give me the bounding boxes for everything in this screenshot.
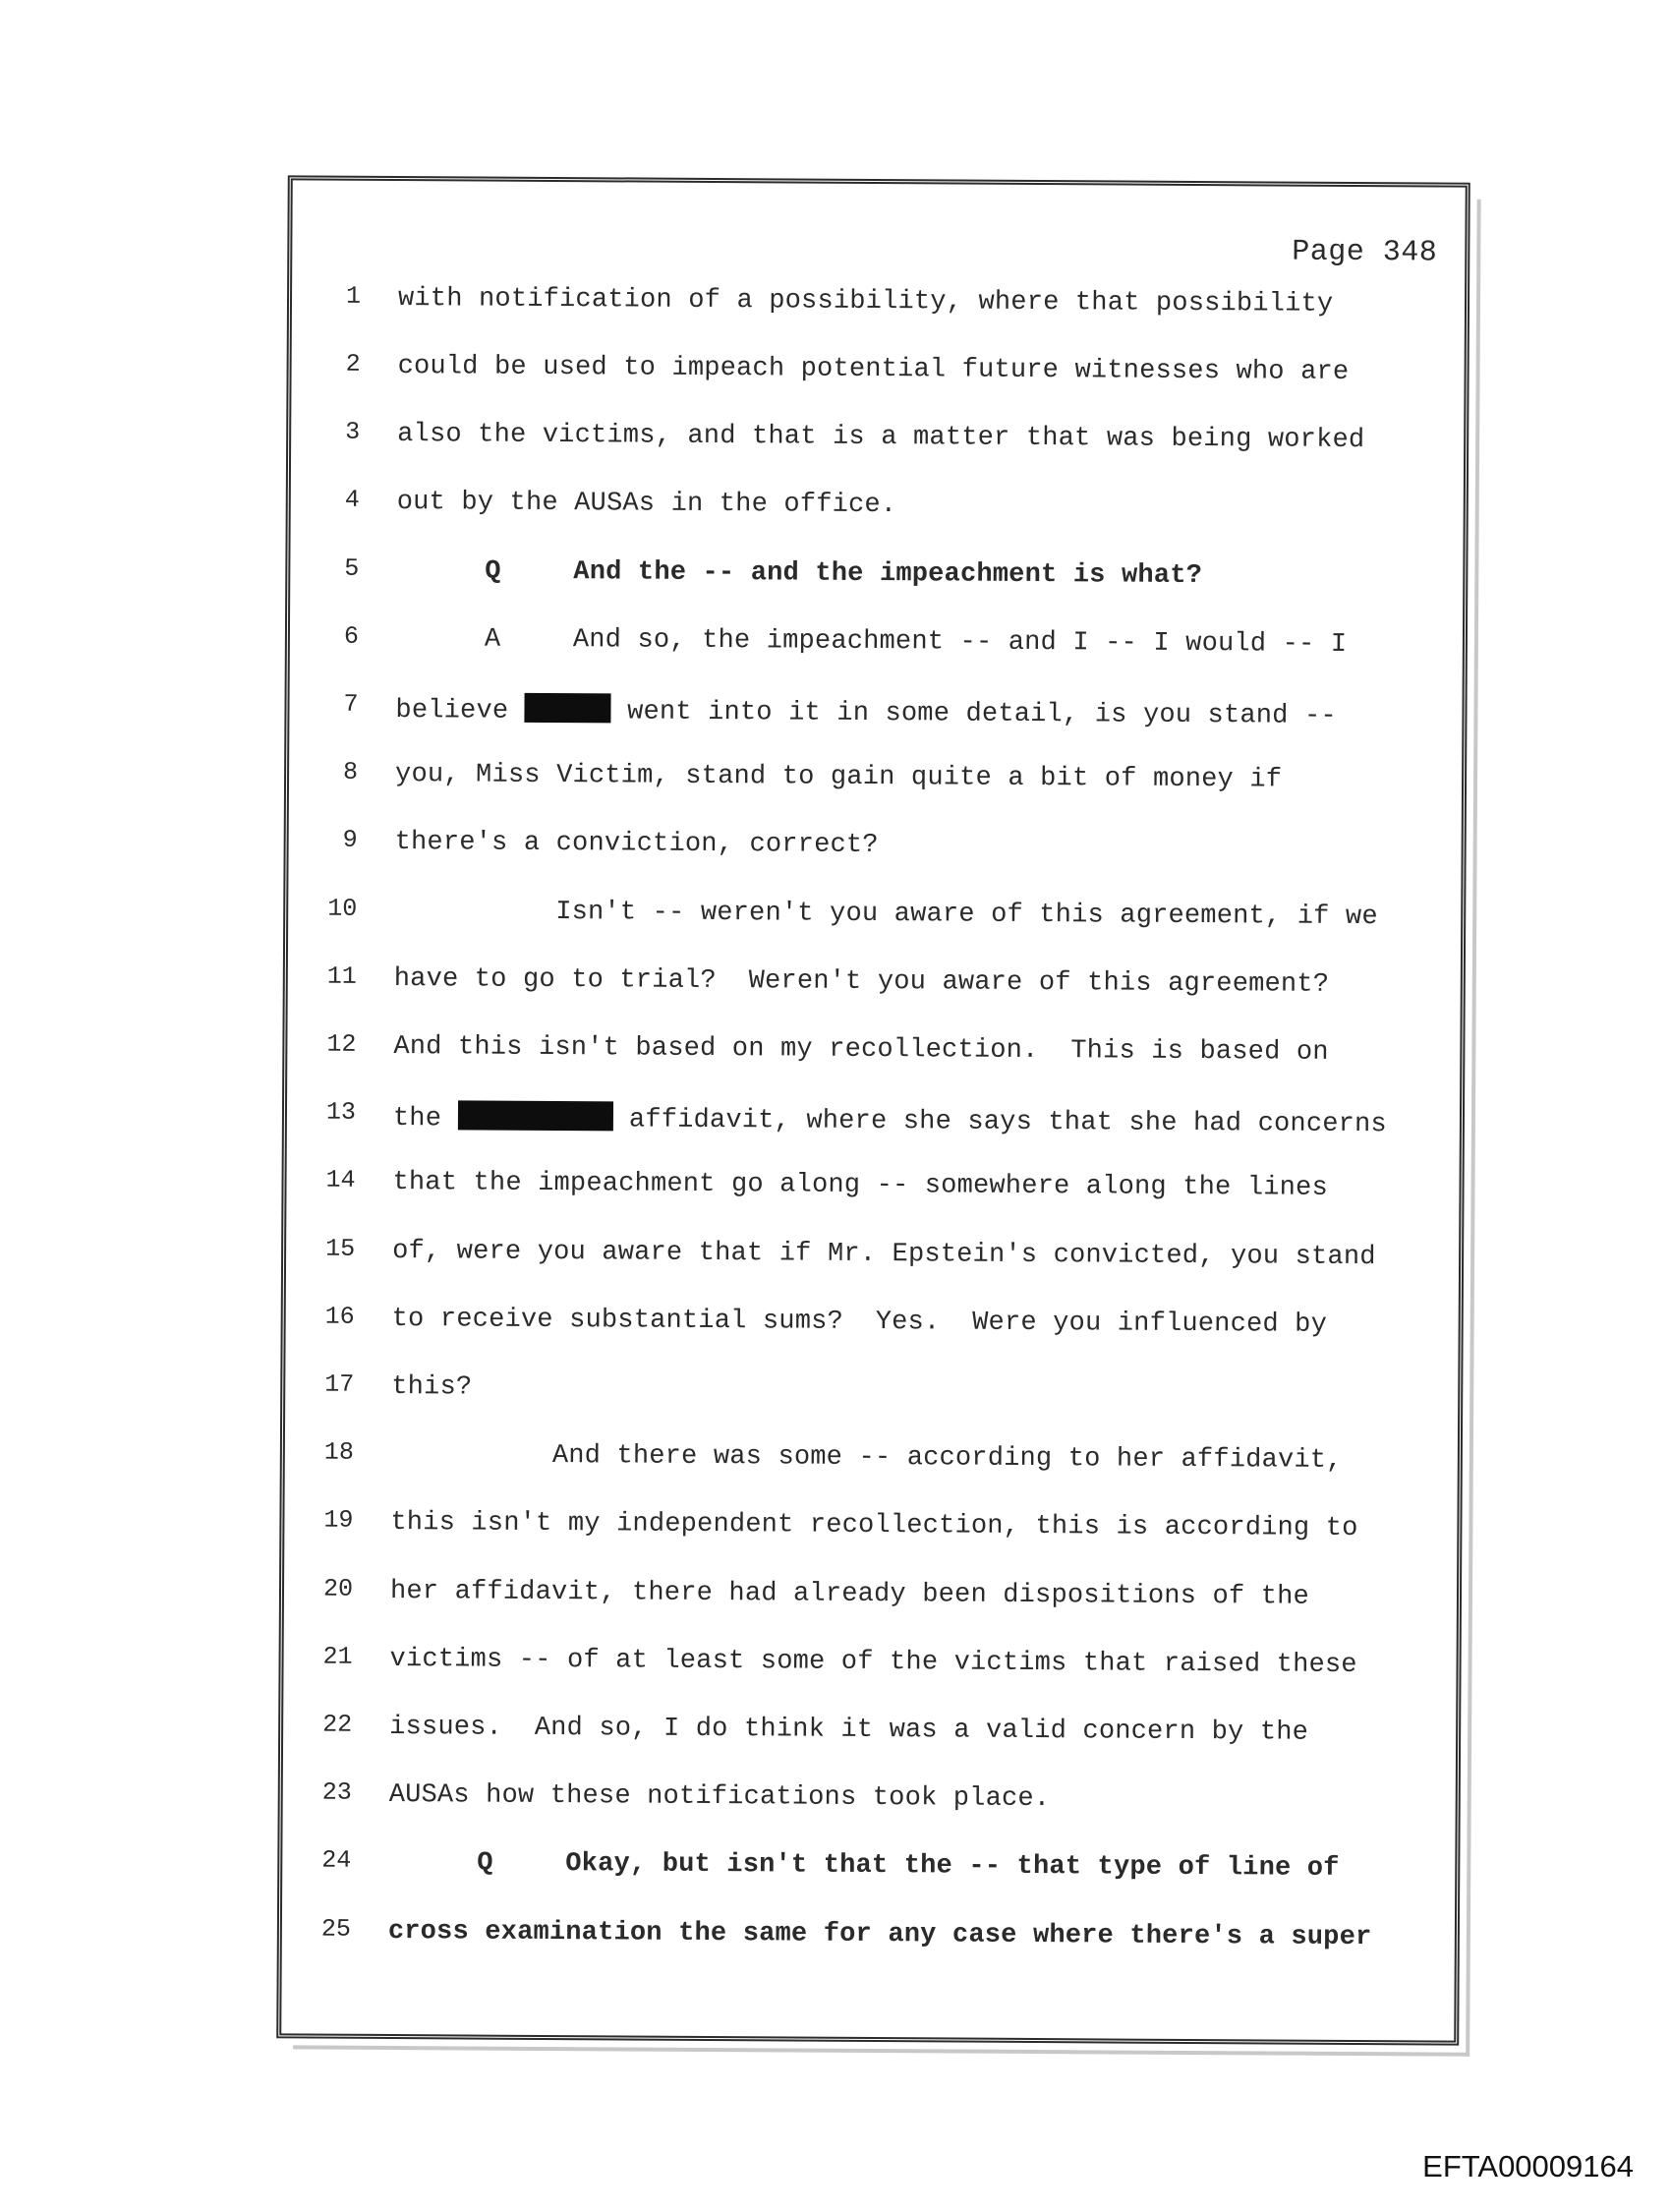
line-text: have to go to trial? Weren't you aware of this agreement? <box>393 964 1330 1000</box>
line-number: 22 <box>322 1710 353 1739</box>
question-text: Okay, but isn't that the -- that type of line of <box>565 1849 1340 1884</box>
line-text: to receive substantial sums? Yes. Were you influenced by <box>391 1305 1328 1340</box>
line-number: 17 <box>324 1369 355 1399</box>
transcript-line <box>291 349 1451 399</box>
speaker-label: Q <box>477 1848 493 1879</box>
transcript-line <box>282 1845 1442 1895</box>
transcript-line <box>286 1302 1446 1352</box>
line-text: of, were you aware that if Mr. Epstein's convicted, you stand <box>392 1237 1376 1273</box>
transcript-line <box>284 1574 1444 1624</box>
line-number: 15 <box>325 1234 356 1263</box>
line-number: 5 <box>344 553 360 583</box>
line-number: 20 <box>322 1574 354 1603</box>
line-text-after: affidavit, where she says that she had concerns <box>612 1105 1387 1140</box>
line-text <box>396 624 1347 660</box>
line-text-before: the <box>392 1104 458 1135</box>
line-number: 16 <box>324 1302 355 1331</box>
transcript-line <box>286 1165 1446 1215</box>
line-number: 14 <box>325 1165 356 1194</box>
line-number: 21 <box>322 1642 353 1671</box>
transcript-line <box>285 1369 1445 1420</box>
transcript-line <box>287 1029 1447 1079</box>
line-number: 6 <box>343 621 360 651</box>
transcript-line <box>288 961 1448 1012</box>
line-number: 9 <box>342 825 358 854</box>
line-text: victims -- of at least some of the victims that raised these <box>389 1645 1357 1681</box>
transcript-line <box>292 281 1452 331</box>
line-number: 25 <box>320 1914 351 1944</box>
line-text: And there was some -- according to her affidavit, <box>390 1440 1343 1476</box>
transcript-line <box>284 1505 1444 1555</box>
line-number: 24 <box>321 1845 352 1875</box>
transcript-line <box>283 1642 1443 1692</box>
line-text: this? <box>391 1372 473 1403</box>
transcript-page-frame <box>276 175 1470 2045</box>
question-text: And the -- and the impeachment is what? <box>573 557 1203 592</box>
line-number: 12 <box>326 1029 357 1059</box>
line-text: AUSAs how these notifications took place. <box>388 1780 1051 1815</box>
transcript-line <box>291 417 1451 467</box>
transcript-line <box>283 1710 1443 1760</box>
redaction-box <box>457 1100 612 1131</box>
transcript-line <box>285 1437 1445 1487</box>
line-number: 2 <box>345 349 361 378</box>
transcript-line <box>283 1777 1443 1828</box>
line-number: 10 <box>327 894 358 923</box>
line-number: 7 <box>343 689 359 719</box>
line-text-after: went into it in some detail, is you stand -- <box>610 697 1337 731</box>
line-number: 4 <box>344 485 360 514</box>
line-text <box>388 1848 1339 1884</box>
line-text: there's a conviction, correct? <box>394 828 879 861</box>
transcript-line <box>286 1234 1446 1284</box>
speaker-label: A <box>484 624 501 655</box>
line-number: 1 <box>345 281 362 311</box>
line-text: And this isn't based on my recollection. This is based on <box>393 1032 1329 1068</box>
line-number: 18 <box>323 1437 354 1467</box>
line-number: 8 <box>342 757 359 786</box>
transcript-line <box>289 689 1449 739</box>
line-text-before: believe <box>395 696 525 727</box>
transcript-line <box>289 757 1449 807</box>
bates-number: EFTA00009164 <box>1422 2149 1634 2183</box>
line-text <box>395 692 1337 731</box>
line-text: her affidavit, there had already been dispositions of the <box>389 1577 1310 1612</box>
line-text: this isn't my independent recollection, this is according to <box>390 1508 1358 1544</box>
transcript-line <box>288 894 1448 944</box>
line-text: you, Miss Victim, stand to gain quite a bit of money if <box>394 760 1283 795</box>
transcript-line <box>287 1097 1447 1147</box>
line-text <box>393 1100 1387 1139</box>
line-text: that the impeachment go along -- somewhere along the lines <box>392 1168 1328 1203</box>
redaction-box <box>525 693 611 724</box>
speaker-label: Q <box>485 556 501 587</box>
page-number: Page 348 <box>1292 235 1438 270</box>
line-text: out by the AUSAs in the office. <box>396 488 897 521</box>
transcript-line <box>282 1914 1442 1964</box>
line-text: with notification of a possibility, where that possibility <box>397 284 1334 320</box>
transcript-line <box>290 621 1450 671</box>
line-number: 11 <box>326 961 357 991</box>
line-number: 13 <box>325 1097 357 1127</box>
line-text: issues. And so, I do think it was a valid concern by the <box>389 1713 1309 1748</box>
answer-text: And so, the impeachment -- and I -- I would -- I <box>572 625 1348 660</box>
line-number: 23 <box>321 1777 352 1807</box>
line-text: could be used to impeach potential future witnesses who are <box>397 352 1350 387</box>
line-text: cross examination the same for any case where there's a super <box>387 1917 1372 1953</box>
line-number: 3 <box>345 417 361 446</box>
line-text <box>396 556 1202 591</box>
transcript-line <box>291 485 1451 535</box>
line-text: also the victims, and that is a matter that was being worked <box>397 420 1365 456</box>
transcript-line <box>288 825 1448 875</box>
line-text: Isn't -- weren't you aware of this agreement, if we <box>394 897 1378 933</box>
transcript-line <box>290 553 1450 604</box>
line-number: 19 <box>323 1505 354 1535</box>
